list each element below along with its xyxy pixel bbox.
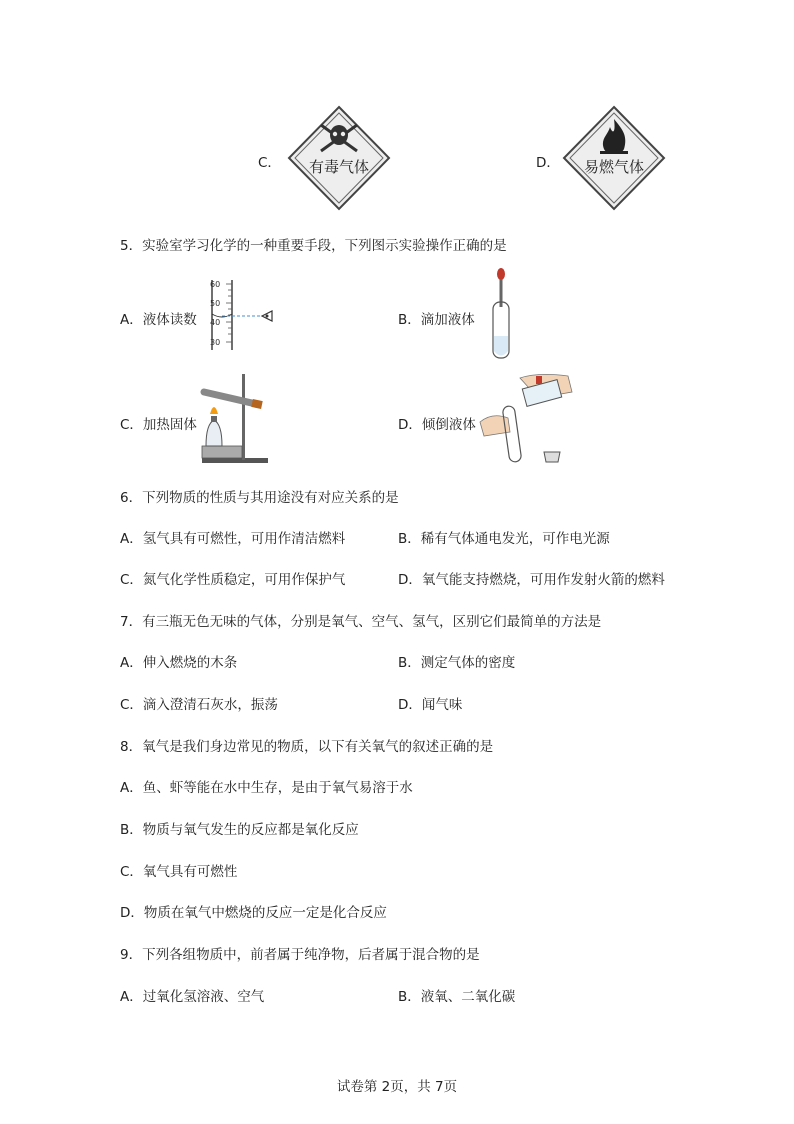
question-6-stem: 6．下列物质的性质与其用途没有对应关系的是: [120, 490, 399, 506]
heating-solid-figure: [198, 370, 274, 466]
cylinder-tick-30: 30: [210, 338, 221, 347]
q8-option-d: D．物质在氧气中燃烧的反应一定是化合反应: [120, 905, 387, 921]
q5-option-d: D．倾倒液体: [398, 417, 476, 433]
q8-option-c: C．氧气具有可燃性: [120, 864, 238, 880]
cylinder-tick-50: 50: [210, 299, 221, 308]
option-c-label: C．: [258, 155, 281, 171]
cylinder-tick-60: 60: [210, 280, 221, 289]
eye-icon: [262, 311, 272, 321]
q9-option-b: B．液氧、二氧化碳: [398, 989, 516, 1005]
flammable-gas-label: 易燃气体: [583, 158, 645, 176]
toxic-gas-label: 有毒气体: [308, 158, 370, 176]
dropper-test-tube-figure: [484, 266, 518, 362]
graduated-cylinder-reading-figure: [198, 276, 278, 354]
question-7-stem: 7．有三瓶无色无味的气体，分别是氧气、空气、氢气，区别它们最简单的方法是: [120, 614, 602, 630]
q7-option-b: B．测定气体的密度: [398, 655, 516, 671]
question-5-stem: 5．实验室学习化学的一种重要手段，下列图示实验操作正确的是: [120, 238, 507, 254]
toxic-gas-sign: [287, 105, 391, 211]
q6-option-a: A．氢气具有可燃性，可用作清洁燃料: [120, 531, 346, 547]
flame-icon: [210, 407, 218, 414]
question-9-stem: 9．下列各组物质中，前者属于纯净物，后者属于混合物的是: [120, 947, 480, 963]
page-footer: 试卷第 2页，共 7页: [336, 1079, 458, 1095]
flammable-gas-sign: [562, 105, 666, 211]
option-d-label: D．: [536, 155, 560, 171]
q7-option-a: A．伸入燃烧的木条: [120, 655, 238, 671]
q5-option-b: B．滴加液体: [398, 312, 475, 328]
q8-option-a: A．鱼、虾等能在水中生存，是由于氧气易溶于水: [120, 780, 413, 796]
q6-option-d: D．氧气能支持燃烧，可用作发射火箭的燃料: [398, 572, 665, 588]
q6-option-c: C．氮气化学性质稳定，可用作保护气: [120, 572, 346, 588]
cylinder-tick-40: 40: [210, 318, 221, 327]
question-8-stem: 8．氧气是我们身边常见的物质，以下有关氧气的叙述正确的是: [120, 739, 494, 755]
q7-option-c: C．滴入澄清石灰水，振荡: [120, 697, 278, 713]
q9-option-a: A．过氧化氢溶液、空气: [120, 989, 265, 1005]
q7-option-d: D．闻气味: [398, 697, 463, 713]
dropper-bulb-icon: [497, 268, 505, 280]
q5-option-c: C．加热固体: [120, 417, 197, 433]
q8-option-b: B．物质与氧气发生的反应都是氧化反应: [120, 822, 359, 838]
q6-option-b: B．稀有气体通电发光，可作电光源: [398, 531, 610, 547]
pouring-liquid-figure: [478, 370, 578, 466]
q5-option-a: A．液体读数: [120, 312, 197, 328]
